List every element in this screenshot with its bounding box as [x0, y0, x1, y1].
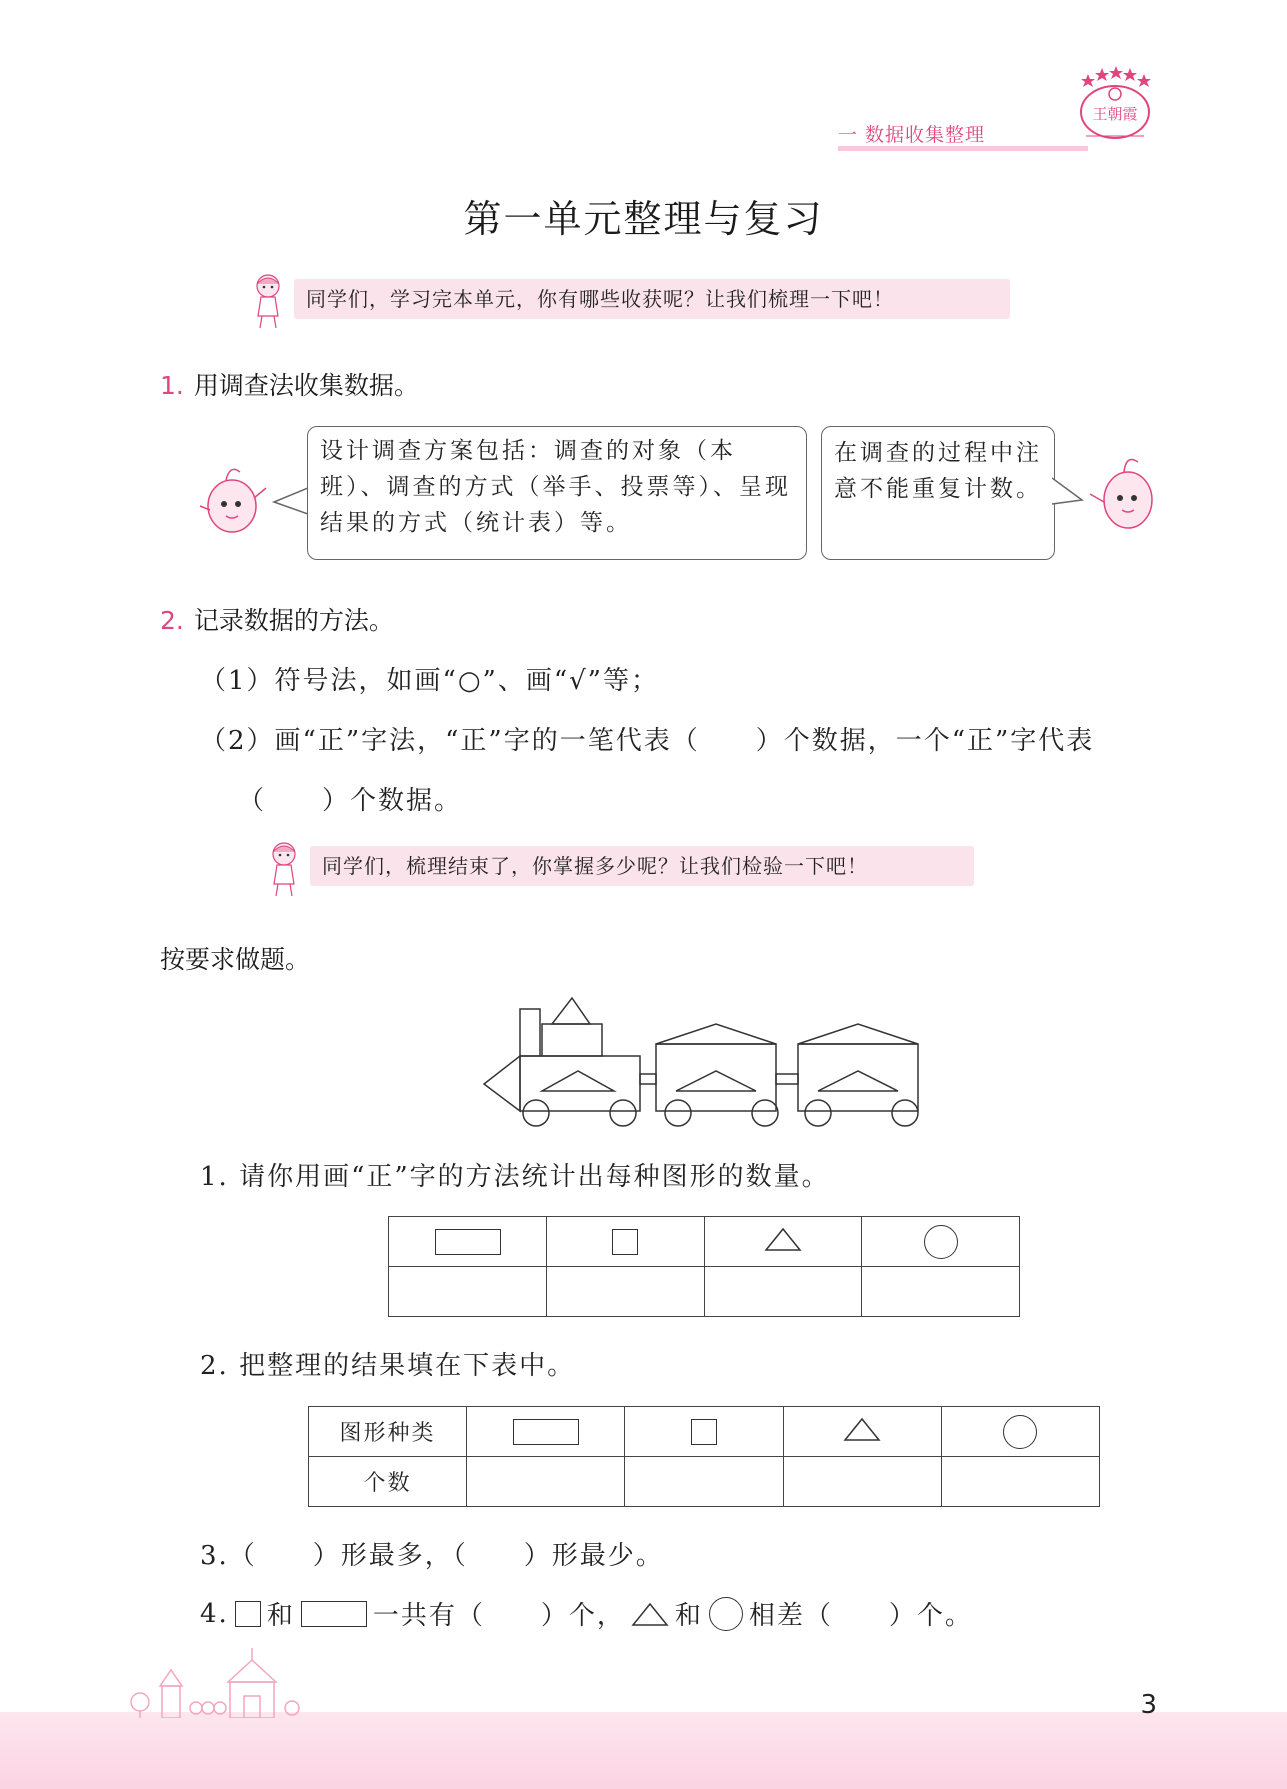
- speech-tail-left: [272, 480, 308, 520]
- rectangle-icon: [435, 1229, 501, 1255]
- tally-header-triangle: [704, 1217, 862, 1267]
- tally-cell-circle[interactable]: [862, 1267, 1020, 1317]
- tally-cell-square[interactable]: [547, 1267, 705, 1317]
- question-3: 3.（ ）形最多，（ ）形最少。: [200, 1541, 664, 1571]
- cartoon-girl-icon-2: [264, 840, 304, 898]
- svg-text:王朝霞: 王朝霞: [1092, 105, 1138, 123]
- tally-header-circle: [862, 1217, 1020, 1267]
- speech-bubble-right: [821, 426, 1055, 560]
- square-icon: [612, 1229, 638, 1255]
- section1-title: 用调查法收集数据。: [193, 371, 419, 400]
- section2-line1: （1）符号法，如画“○”、画“√”等；: [200, 666, 659, 696]
- circle-icon: [924, 1225, 958, 1259]
- tally-cell-rectangle[interactable]: [389, 1267, 547, 1317]
- q4-and-2: 和: [674, 1601, 703, 1631]
- triangle-icon: [843, 1416, 881, 1442]
- tally-table: [388, 1216, 1020, 1317]
- result-row1-label: 图形种类: [309, 1407, 467, 1457]
- result-header-circle: [941, 1407, 1099, 1457]
- section1-number: 1.: [160, 371, 184, 400]
- speech-bubble-left: [307, 426, 807, 560]
- section2-line2: （2）画“正”字法，“正”字的一笔代表（ ）个数据，一个“正”字代表: [200, 726, 1095, 756]
- circle-icon: [1003, 1415, 1037, 1449]
- section2-heading: [160, 601, 394, 637]
- question-1: 1. 请你用画“正”字的方法统计出每种图形的数量。: [200, 1162, 830, 1192]
- result-cell-circle[interactable]: [941, 1457, 1099, 1507]
- bubble-right-text: 在调查的过程中注意不能重复计数。: [834, 440, 1042, 502]
- header-underline: [838, 146, 1088, 151]
- question-2: 2. 把整理的结果填在下表中。: [200, 1351, 576, 1381]
- bubble-left-text: 设计调查方案包括：调查的对象（本班）、调查的方式（举手、投票等）、呈现结果的方式（统计表）等。: [320, 438, 791, 536]
- question-4: [200, 1595, 973, 1632]
- mascot-right-icon: [1084, 448, 1164, 538]
- section1-heading: [160, 366, 419, 402]
- castle-decoration-icon: [120, 1646, 340, 1718]
- square-icon: [691, 1419, 717, 1445]
- result-cell-square[interactable]: [625, 1457, 783, 1507]
- result-header-triangle: [783, 1407, 941, 1457]
- section2-line3: （ ）个数据。: [238, 786, 463, 816]
- result-row2-label: 个数: [309, 1457, 467, 1507]
- page-title: 第一单元整理与复习: [463, 197, 824, 241]
- train-figure: [480, 996, 930, 1130]
- page-number: 3: [1140, 1690, 1157, 1720]
- q4-total: 一共有（ ）个，: [372, 1601, 625, 1631]
- circle-icon: [709, 1597, 743, 1631]
- tally-cell-triangle[interactable]: [704, 1267, 862, 1317]
- section2-title: 记录数据的方法。: [193, 606, 394, 635]
- tally-header-rectangle: [389, 1217, 547, 1267]
- rectangle-icon: [301, 1601, 367, 1627]
- section2-number: 2.: [160, 606, 184, 635]
- triangle-icon: [764, 1226, 802, 1252]
- exercise-heading: 按要求做题。: [160, 945, 311, 974]
- result-header-rectangle: [467, 1407, 625, 1457]
- footer-band: [0, 1712, 1287, 1789]
- q4-difference: 相差（ ）个。: [748, 1601, 973, 1631]
- q4-and-1: 和: [266, 1601, 295, 1631]
- tally-header-square: [547, 1217, 705, 1267]
- cartoon-girl-icon: [248, 272, 288, 330]
- square-icon: [235, 1601, 261, 1627]
- result-cell-triangle[interactable]: [783, 1457, 941, 1507]
- tip-banner-1: 同学们，学习完本单元，你有哪些收获呢？让我们梳理一下吧！: [294, 279, 1010, 319]
- rectangle-icon: [513, 1419, 579, 1445]
- result-header-square: [625, 1407, 783, 1457]
- tip-banner-2: 同学们，梳理结束了，你掌握多少呢？让我们检验一下吧！: [310, 846, 974, 886]
- speech-tail-right: [1052, 470, 1084, 510]
- q4-number: 4.: [200, 1598, 229, 1629]
- result-cell-rectangle[interactable]: [467, 1457, 625, 1507]
- mascot-left-icon: [196, 458, 272, 538]
- result-table: [308, 1406, 1100, 1507]
- triangle-icon: [631, 1601, 669, 1627]
- section-label: 一 数据收集整理: [838, 124, 986, 146]
- seal-logo: [1068, 64, 1158, 144]
